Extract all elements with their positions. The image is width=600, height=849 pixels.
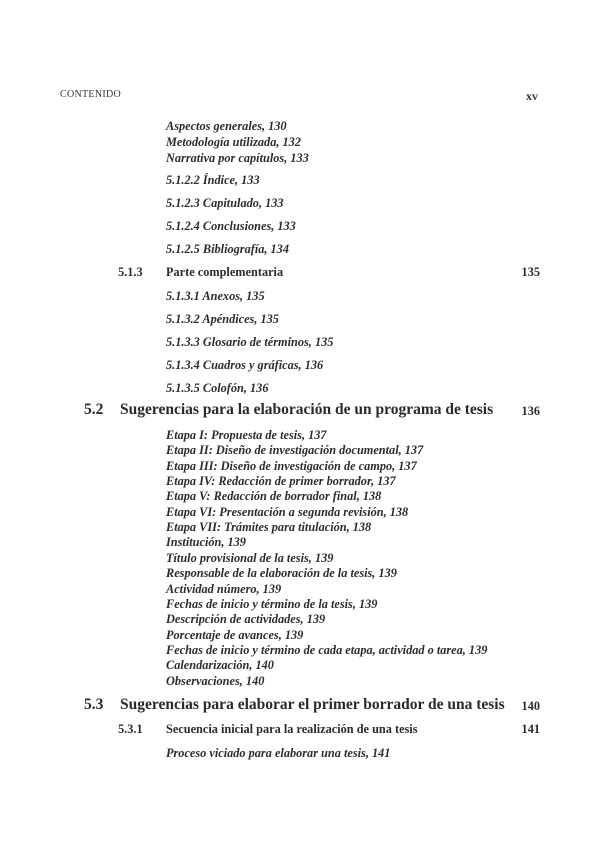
toc-entry: Observaciones, 140 [166, 674, 265, 688]
subsection-number: 5.3.1 [118, 722, 143, 736]
section-number: 5.3 [84, 696, 104, 713]
toc-entry: 5.1.3.1 Anexos, 135 [166, 289, 265, 303]
toc-entry: Etapa VII: Trámites para titulación, 138 [166, 520, 372, 534]
toc-entry: Fechas de inicio y término de la tesis, 139 [166, 597, 378, 611]
toc-entry: Fechas de inicio y término de cada etapa, actividad o tarea, 139 [166, 643, 488, 657]
section-number: 5.2 [84, 401, 104, 418]
subsection-title: Parte complementaria [166, 265, 284, 279]
toc-entry: Calendarización, 140 [166, 658, 274, 672]
subsection-title: Secuencia inicial para la realización de una tesis [166, 722, 418, 736]
toc-entry: Aspectos generales, 130 [166, 119, 287, 133]
toc-entry: Etapa VI: Presentación a segunda revisión, 138 [166, 505, 409, 519]
toc-entry: 5.1.2.5 Bibliografía, 134 [166, 242, 289, 256]
toc-entry: 5.1.3.2 Apéndices, 135 [166, 312, 279, 326]
toc-entry: Etapa III: Diseño de investigación de campo, 137 [166, 459, 417, 473]
toc-entry: 5.1.2.4 Conclusiones, 133 [166, 219, 296, 233]
running-header-left: CONTENIDO [60, 89, 122, 100]
section-title: Sugerencias para elaborar el primer borrador de una tesis [120, 696, 505, 713]
toc-entry: Actividad número, 139 [166, 582, 282, 596]
section-title: Sugerencias para la elaboración de un programa de tesis [120, 401, 494, 418]
toc-entry: Título provisional de la tesis, 139 [166, 551, 334, 565]
toc-entry: Porcentaje de avances, 139 [166, 628, 304, 642]
toc-entry: 5.1.3.3 Glosario de términos, 135 [166, 335, 334, 349]
section-page: 140 [521, 699, 540, 713]
toc-entry: Etapa V: Redacción de borrador final, 138 [166, 489, 382, 503]
toc-entry: Etapa I: Propuesta de tesis, 137 [166, 428, 327, 442]
toc-entry: Descripción de actividades, 139 [166, 612, 326, 626]
toc-entry: 5.1.3.4 Cuadros y gráficas, 136 [166, 358, 324, 372]
toc-entry: 5.1.2.2 Índice, 133 [166, 173, 260, 187]
toc-entry: Etapa II: Diseño de investigación documental, 137 [166, 443, 424, 457]
section-page: 136 [521, 404, 540, 418]
toc-entry: Narrativa por capítulos, 133 [166, 151, 309, 165]
subsection-number: 5.1.3 [118, 265, 143, 279]
running-header-page-number: xv [526, 89, 538, 103]
toc-entry: Metodología utilizada, 132 [166, 135, 301, 149]
toc-entry: Proceso viciado para elaborar una tesis, 141 [166, 746, 391, 760]
subsection-page: 141 [521, 722, 540, 736]
toc-entry: Etapa IV: Redacción de primer borrador, 137 [166, 474, 396, 488]
toc-entry: 5.1.3.5 Colofón, 136 [166, 381, 269, 395]
toc-entry: 5.1.2.3 Capitulado, 133 [166, 196, 284, 210]
toc-entry: Institución, 139 [166, 535, 246, 549]
toc-entry: Responsable de la elaboración de la tesis, 139 [166, 566, 397, 580]
subsection-page: 135 [521, 265, 540, 279]
